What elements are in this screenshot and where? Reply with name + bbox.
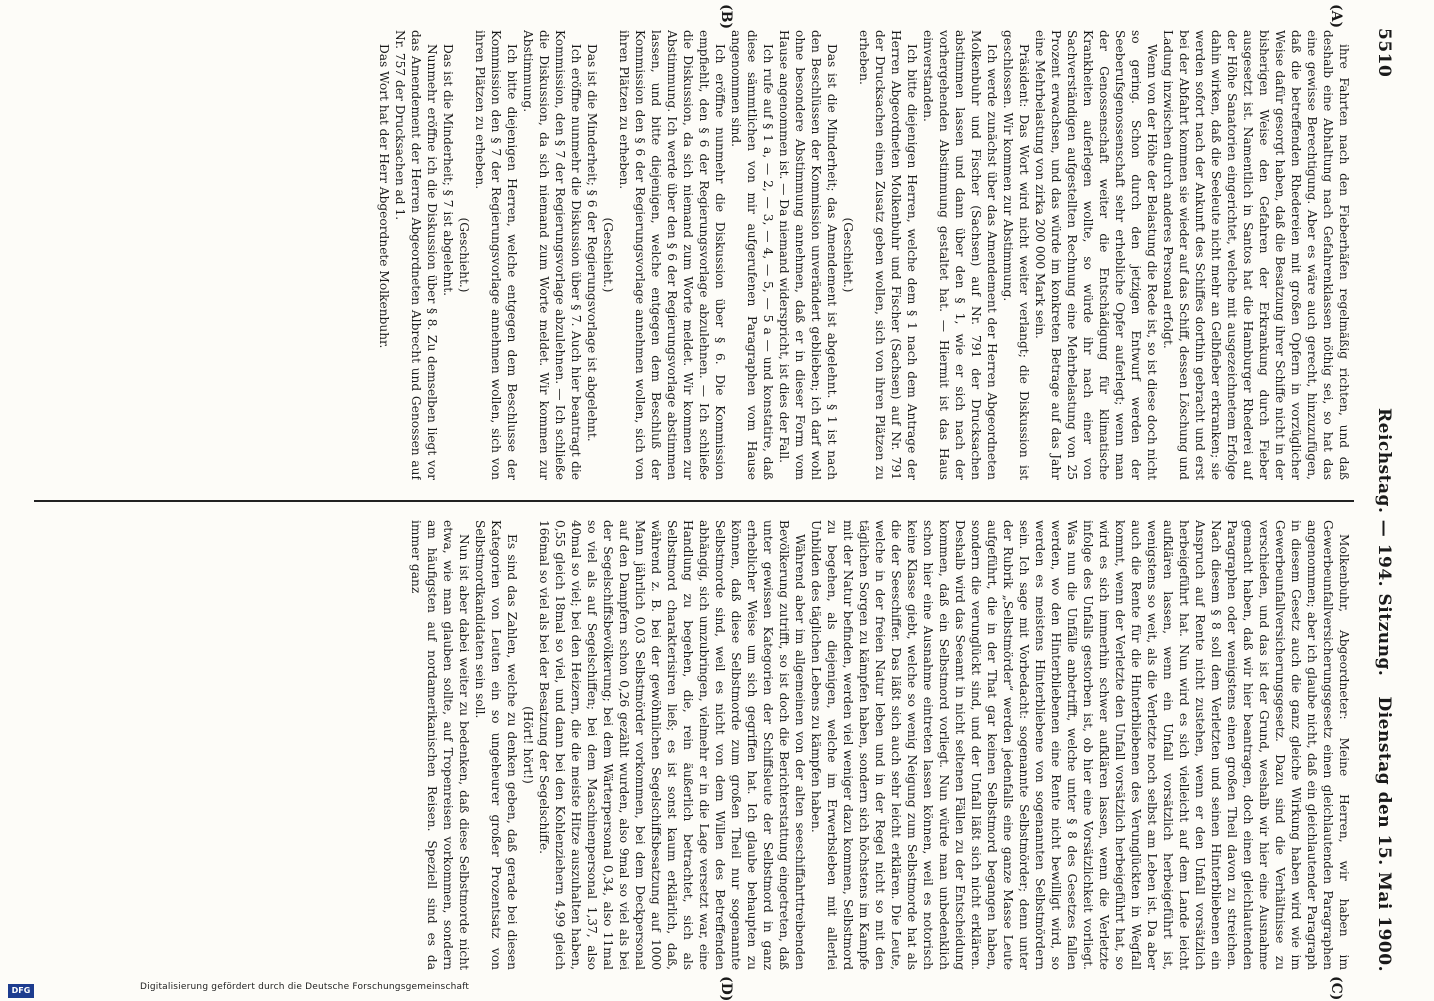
- left-paragraph: Das Wort hat der Herr Abgeordnete Molkenbuhr.: [377, 44, 391, 349]
- right-paragraph: (Hört! hört!): [521, 706, 535, 784]
- left-paragraph: Ich eröffne nunmehr die Diskussion über § 7. Auch hier beantragt die Kommission, den § 7 der Regierungsvorlage abzulehnen. — Ich schließe die Diskussion, da sich niemand zum Worte meldet. Wir kommen zur Abstimmung.: [521, 30, 583, 480]
- left-paragraph: Nunmehr eröffne ich die Diskussion über § 8. Zu demselben liegt vor das Amendement der Herren Abgeordneten Albrecht und Genossen auf Nr. 757 der Drucksachen ad 1.: [393, 30, 439, 480]
- page-header: [1362, 28, 1394, 972]
- left-paragraph: ihre Fahrten nach den Fieberhäfen regelmäßig richten, und daß deshalb eine Abhaltung nach Gefahrenklassen nöthig sei, so hat das eine gewisse Berechtigung. Aber es wäre auch gerecht, hinzuzufügen, daß die betreffenden Rhedereien mit großen Opfern in vorzüglicher Weise dafür gesorgt haben, daß die Besatzung ihrer Schiffe nicht in der bisherigen Weise den Gefahren der Erkrankung durch Fieber ausgesetzt ist. Namentlich in Santos hat die Hamburger Rhederei auf der Höhe Sanatorien eingerichtet, welche mit ausgezeichnetem Erfolge dahin wirken, daß die Seeleute nicht mehr an Gelbfieber erkranken; sie werden sofort nach der Ankunft des Schiffes dorthin gebracht und erst bei der Abfahrt kommen sie wieder auf das Schiff, dessen Löschung und Ladung inzwischen durch anderes Personal erfolgt.: [1161, 30, 1351, 480]
- left-paragraph: (Geschieht.): [841, 217, 855, 293]
- left-paragraph: Das ist die Minderheit; § 6 der Regierungsvorlage ist abgelehnt.: [585, 44, 599, 442]
- left-paragraph: Ich bitte diejenigen Herren, welche dem § 1 nach dem Antrage der Herren Abgeordneten Molkenbuhr und Fischer (Sachsen) auf Nr. 791 der Drucksachen einen Zusatz geben wollen, sich von ihren Plätzen zu erheben.: [857, 30, 919, 480]
- left-paragraph: (Geschieht.): [601, 217, 615, 293]
- left-paragraph: Ich eröffne nunmehr die Diskussion über § 6. Die Kommission empfiehlt, den § 6 der Regierungsvorlage abzulehnen. — Ich schließe die Diskussion, da sich niemand zum Worte meldet. Wir kommen zur Abstimmung. Ich werde über den § 6 der Regierungsvorlage abstimmen lassen, und bitte diejenigen, welche entgegen dem Beschluß der Kommission den § 6 der Regierungsvorlage annehmen wollen, sich von ihren Plätzen zu erheben.: [617, 30, 727, 480]
- left-paragraph: (Geschieht.): [457, 217, 471, 293]
- left-paragraph: Wenn von der Höhe der Belastung die Rede ist, so ist diese doch nicht so gering. Schon durch den jetzigen Entwurf werden der Seeberufsgenossenschaft sehr erhebliche Opfer auferlegt; wenn man der Genossenschaft weiter die Entschädigung für klimatische Krankheiten auferlegen wollte, so würde ihr nach einer von Sachverständigen aufgestellten Rechnung eine Mehrbelastung von 25 Prozent erwachsen, und das würde im konkreten Betrage auf das Jahr eine Mehrbelastung von zirka 200 000 Mark sein.: [1033, 30, 1159, 480]
- margin-marker-b: (B): [718, 4, 734, 30]
- margin-marker-a: (A): [1328, 4, 1344, 29]
- left-paragraph: Ich werde zunächst über das Amendement der Herren Abgeordneten Molkenbuhr und Fischer (Sachsen) auf Nr. 791 der Drucksachen abstimmen lassen und dann über den § 1, wie er sich nach der vorhergehenden Abstimmung gestaltet hat. — Hiermit ist das Haus einverstanden.: [921, 30, 999, 480]
- digitization-credit: Digitalisierung gefördert durch die Deutsche Forschungsgemeinschaft: [140, 982, 470, 992]
- right-text-column: [62, 520, 1352, 970]
- session-date: Dienstag den 15. Mai 1900.: [1374, 696, 1394, 972]
- left-paragraph: Das ist die Minderheit; das Amendement ist abgelehnt. § 1 ist nach den Beschlüssen der Kommission unverändert geblieben; ich darf wohl ohne besondere Abstimmung annehmen, daß er in dieser Form vom Hause angenommen ist. — Da niemand widerspricht, ist dies der Fall.: [777, 30, 839, 480]
- margin-marker-c: (C): [1328, 976, 1344, 1001]
- left-text-column: [62, 30, 1352, 480]
- left-paragraph: Ich bitte diejenigen Herren, welche entgegen dem Beschlusse der Kommission den § 7 der Regierungsvorlage annehmen wollen, sich von ihren Plätzen zu erheben.: [473, 30, 519, 480]
- right-paragraph: Während aber im allgemeinen von der alten seeschiffahrttreibenden Bevölkerung zutrifft, so ist doch die Berichterstattung eingetreten, daß unter gewissen Kategorien der Schiffsleute der Selbstmord in ganz erheblicher Weise um sich gegriffen hat. Ich glaube behaupten zu können, daß diese Selbstmorde zum großen Theil nur sogenannte Selbstmorde sind, weil es nicht von dem Willen des Betreffenden abhängig, sich umzubringen, vielmehr er in die Lage versetzt war, eine Handlung zu begehen, die, rein äußerlich betrachtet, sich als Selbstmord charakterisiren ließ; es ist sonst kaum erklärlich, daß, während z. B. bei der gewöhnlichen Segelschiffsbesatzung auf 1000 Mann jährlich 0,03 Selbstmörder vorkommen, bei dem Deckpersonal auf den Dampfern schon 0,26 gezählt wurden, also 9mal so viel als bei der Segelschiffsbevölkerung; bei dem Wärterpersonal 0,34, also 11mal so viel als auf Segelschiffen; bei dem Maschinenpersonal 1,37, also 40mal so viel; bei den Heizern, die die meiste Hitze auszuhalten haben, 0,55 gleich 18mal so viel, und dann bei den Kohlenziehern 4,99 gleich 166mal so viel als bei der Besatzung der Segelschiffe.: [537, 520, 807, 970]
- page-number: 5510: [1374, 28, 1394, 78]
- left-paragraph: Präsident: Das Wort wird nicht weiter verlangt; die Diskussion ist geschlossen. Wir kommen zur Abstimmung.: [1001, 30, 1031, 480]
- page-title: Reichstag. — 194. Sitzung.: [1374, 408, 1394, 677]
- right-paragraph: Molkenbuhr, Abgeordneter: Meine Herren, wir haben im Gewerbeunfallversicherungsgesetz einen gleichlautenden Paragraphen angenommen; aber ich glaube nicht, daß ein gleichlautender Paragraph in diesem Gesetz auch die ganz gleiche Wirkung haben wird wie im Gewerbeunfallversicherungsgesetz. Dazu sind die Verhältnisse zu verschieden, und das ist der Grund, weshalb wir hier eine Ausnahme gemacht haben, daß wir hier beantragen, doch einen gleichlautenden Paragraphen oder wenigstens einen großen Theil davon zu streichen. Nach diesem § 8 soll dem Verletzten und seinen Hinterbliebenen ein Anspruch auf Rente nicht zustehen, wenn er den Unfall vorsätzlich herbeigeführt hat. Nun wird es sich vielleicht auf dem Lande leicht aufklären lassen, wenn ein Unfall vorsätzlich herbeigeführt ist, wenigstens so weit, als die Verletzte noch selbst am Leben ist. Da aber auch die Rente für die Hinterbliebenen des Verunglückten in Wegfall kommt, wenn der Verletzte den Unfall vorsätzlich herbeigeführt hat, so wird es sich immerhin schwer aufklären lassen, wenn die Verletzte infolge des Unfalls gestorben ist, ob hier eine Vorsätzlichkeit vorliegt. Was nun die Unfälle anbetrifft, welche unter § 8 des Gesetzes fallen werden, wo den Hinterbliebenen eine Rente nicht bewilligt wird, so werden es meistens Hinterbliebene von sogenannten Selbstmördern sein. Ich sage mit Vorbedacht: sogenannte Selbstmörder; denn unter der Rubrik „Selbstmörder“ werden jedenfalls eine ganze Masse Leute aufgeführt, die in der That gar keinen Selbstmord begangen haben, sondern die verunglückt sind, und der Unfall läßt sich nicht erklären. Deshalb wird das Seeamt in nicht seltenen Fällen zu der Entscheidung kommen, daß ein Selbstmord vorliegt. Nun würde man unbedenklich schon hier eine Ausnahme eintreten lassen können, weil es notorisch keine Klasse giebt, welche so wenig Neigung zum Selbstmorde hat als die der Seeschiffer. Das läßt sich auch sehr leicht erklären. Die Leute, welche in der freien Natur leben und in der Regel nicht so mit den täglichen Sorgen zu kämpfen haben, sondern sich höchstens im Kampfe mit der Natur befinden, werden viel weniger dazu kommen, Selbstmord zu begehen, als diejenigen, welche im Erwerbsleben mit allerlei Unbilden des täglichen Lebens zu kämpfen haben.: [809, 520, 1351, 970]
- left-paragraph: Das ist die Minderheit; § 7 ist abgelehnt.: [441, 44, 455, 296]
- column-divider: [34, 500, 1354, 502]
- right-paragraph: Nun ist aber dabei weiter zu bedenken, daß diese Selbstmorde nicht etwa, wie man glauben sollte, auf Tropenreisen vorkommen, sondern am häufigsten auf nordamerikanischen Reisen. Speziell sind es da immer ganz: [409, 520, 471, 970]
- left-paragraph: Ich rufe auf § 1 a, — 2, — 3, — 4, — 5, — 5 a — und konstatire, daß diese sämmtlichen von mir aufgerufenen Paragraphen vom Hause angenommen sind.: [729, 30, 775, 480]
- margin-marker-d: (D): [718, 976, 734, 1001]
- dfg-logo: DFG: [8, 984, 34, 998]
- right-paragraph: Es sind das Zahlen, welche zu denken geben, daß gerade bei diesen Kategorien von Leuten ein so ungeheurer großer Prozentsatz von Selbstmordkandidaten sein soll.: [473, 520, 519, 970]
